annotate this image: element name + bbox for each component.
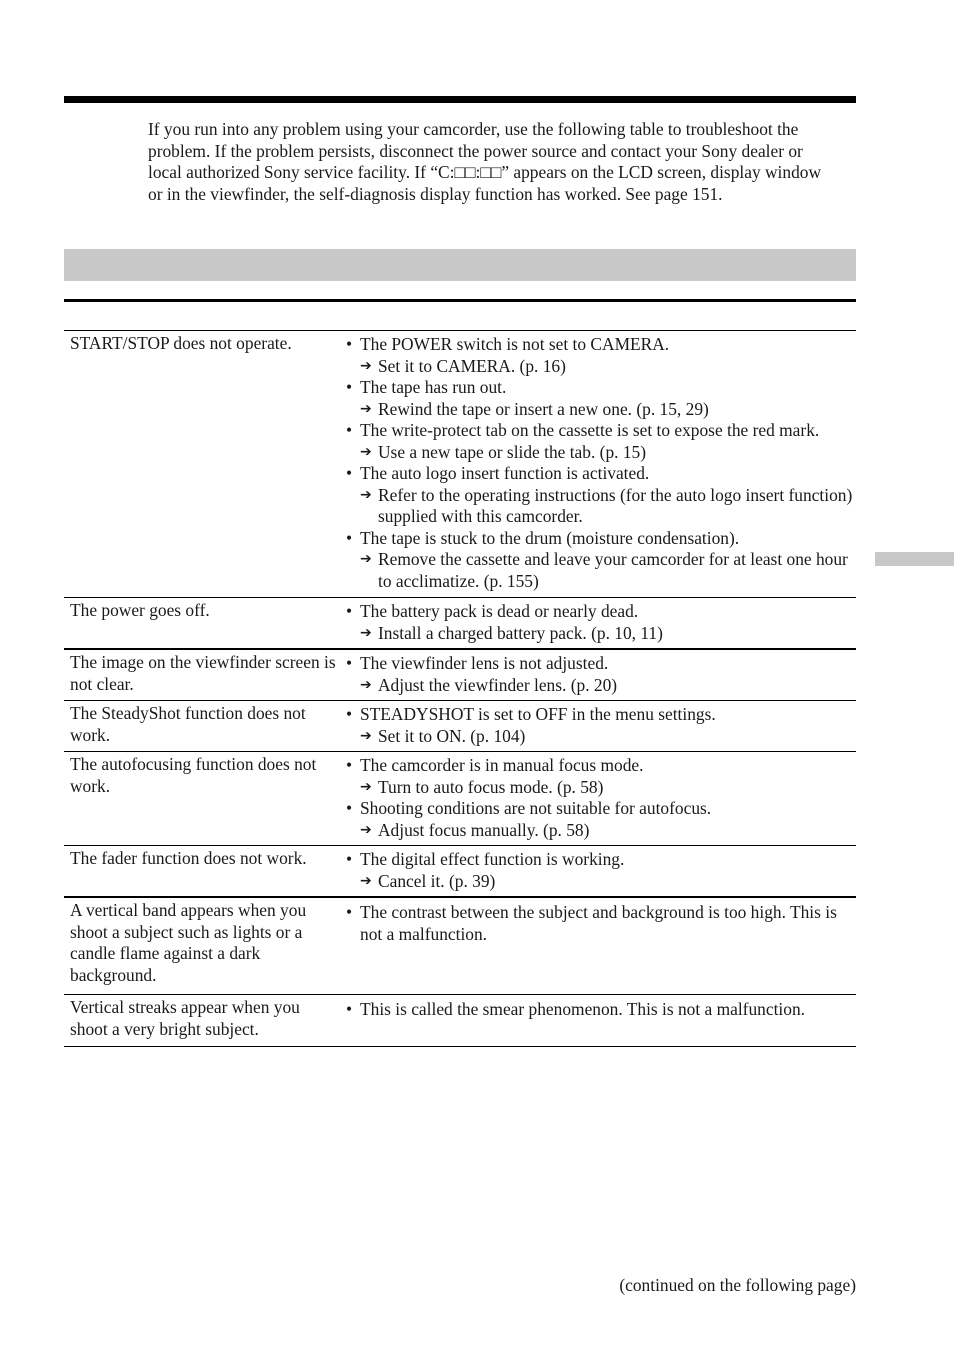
remedy-text: Set it to ON. (p. 104) (378, 725, 526, 746)
troubleshooting-table (64, 330, 856, 1047)
symptom-cell: The autofocusing function does not work. (70, 754, 317, 796)
cause-text: The tape has run out. (360, 377, 507, 397)
remedy-item (346, 399, 856, 421)
cause-text: The write-protect tab on the cassette is set to expose the red mark. (360, 420, 820, 440)
remedy-item (346, 675, 856, 697)
table-row (64, 846, 856, 898)
arrow-right-icon: ➔ (360, 624, 372, 641)
cause-item (346, 902, 856, 945)
cause-item (346, 755, 856, 777)
remedy-cell (340, 846, 856, 896)
table-row (64, 598, 856, 650)
symptom-cell: The power goes off. (70, 600, 210, 620)
remedy-cell (340, 752, 856, 845)
table-row (64, 898, 856, 995)
remedy-cell (340, 995, 856, 1046)
remedy-cell (340, 898, 856, 994)
bullet-icon: • (346, 463, 353, 483)
cause-item (346, 849, 856, 871)
symptom-cell: A vertical band appears when you shoot a subject such as lights or a candle flame against a dark background. (70, 900, 307, 985)
cause-text: The tape is stuck to the drum (moisture condensation). (360, 527, 740, 548)
table-top-rule (64, 299, 856, 302)
remedy-item (346, 777, 856, 799)
arrow-right-icon: ➔ (360, 821, 372, 838)
remedy-item (346, 442, 856, 464)
cause-text: The digital effect function is working. (360, 849, 625, 869)
remedy-item (346, 871, 856, 893)
arrow-right-icon: ➔ (360, 727, 372, 744)
bullet-icon: • (346, 527, 353, 548)
remedy-item (346, 549, 856, 592)
cause-item (346, 377, 856, 399)
cause-item (346, 528, 856, 550)
remedy-text: Turn to auto focus mode. (p. 58) (378, 776, 604, 797)
bullet-icon: • (346, 334, 353, 354)
cause-text: The viewfinder lens is not adjusted. (360, 653, 609, 673)
remedy-text: Remove the cassette and leave your camcorder for at least one hour to acclimatize. (p. 155) (378, 549, 848, 591)
symptom-cell: The image on the viewfinder screen is not clear. (70, 652, 336, 694)
cause-item (346, 798, 856, 820)
remedy-cell (340, 331, 856, 597)
remedy-item (346, 726, 856, 748)
cause-item (346, 653, 856, 675)
cause-text: The camcorder is in manual focus mode. (360, 755, 644, 775)
arrow-right-icon: ➔ (360, 551, 372, 567)
arrow-right-icon: ➔ (360, 443, 372, 460)
remedy-cell (340, 650, 856, 700)
symptom-cell: The SteadyShot function does not work. (70, 703, 306, 745)
table-row (64, 650, 856, 701)
cause-text: The POWER switch is not set to CAMERA. (360, 334, 670, 354)
continued-note: (continued on the following page) (619, 1275, 856, 1295)
remedy-text: Use a new tape or slide the tab. (p. 15) (378, 441, 647, 462)
remedy-text: Set it to CAMERA. (p. 16) (378, 355, 566, 376)
arrow-right-icon: ➔ (360, 676, 372, 693)
arrow-right-icon: ➔ (360, 357, 372, 374)
remedy-item (346, 485, 856, 528)
table-row (64, 752, 856, 846)
cause-item (346, 601, 856, 623)
remedy-text: Adjust the viewfinder lens. (p. 20) (378, 674, 618, 695)
arrow-right-icon: ➔ (360, 400, 372, 417)
remedy-cell (340, 701, 856, 751)
remedy-item (346, 623, 856, 645)
table-row (64, 701, 856, 752)
cause-item (346, 420, 856, 442)
cause-text: This is called the smear phenomenon. This is not a malfunction. (360, 999, 805, 1019)
cause-text: The auto logo insert function is activated. (360, 463, 650, 483)
remedy-cell (340, 598, 856, 648)
arrow-right-icon: ➔ (360, 872, 372, 889)
symptom-cell: The fader function does not work. (70, 848, 307, 868)
bullet-icon: • (346, 755, 353, 775)
bullet-icon: • (346, 420, 353, 440)
bullet-icon: • (346, 377, 353, 397)
remedy-text: Install a charged battery pack. (p. 10, 11) (378, 622, 663, 643)
cause-text: The contrast between the subject and background is too high. This is not a malfunction. (360, 902, 837, 944)
cause-text: The battery pack is dead or nearly dead. (360, 601, 639, 621)
table-row (64, 995, 856, 1047)
remedy-item (346, 820, 856, 842)
top-rule (64, 96, 856, 103)
remedy-text: Rewind the tape or insert a new one. (p. 15, 29) (378, 398, 709, 419)
cause-item (346, 704, 856, 726)
remedy-text: Refer to the operating instructions (for the auto logo insert function) supplied with this camcorder. (378, 484, 853, 526)
arrow-right-icon: ➔ (360, 778, 372, 795)
bullet-icon: • (346, 601, 353, 621)
intro-paragraph: If you run into any problem using your camcorder, use the following table to troubleshoot the problem. If the problem persists, disconnect the power source and contact your Sony dealer or local authorized Sony service facility. If “C:□□:□□” appears on the LCD screen, display window or in the viewfinder, the self-diagnosis display function has worked. See page 151. (148, 119, 822, 205)
bullet-icon: • (346, 798, 353, 818)
table-row (64, 331, 856, 598)
bullet-icon: • (346, 704, 353, 724)
side-index-tab (875, 552, 954, 566)
remedy-item (346, 356, 856, 378)
bullet-icon: • (346, 999, 353, 1019)
symptom-cell: START/STOP does not operate. (70, 333, 292, 353)
bullet-icon: • (346, 653, 353, 673)
cause-item (346, 999, 856, 1021)
remedy-text: Cancel it. (p. 39) (378, 870, 496, 891)
cause-item (346, 463, 856, 485)
cause-item (346, 334, 856, 356)
symptom-cell: Vertical streaks appear when you shoot a very bright subject. (70, 997, 300, 1039)
cause-text: Shooting conditions are not suitable for autofocus. (360, 798, 712, 818)
cause-text: STEADYSHOT is set to OFF in the menu settings. (360, 704, 716, 724)
arrow-right-icon: ➔ (360, 486, 372, 503)
section-header-band (64, 249, 856, 281)
remedy-text: Adjust focus manually. (p. 58) (378, 819, 590, 840)
bullet-icon: • (346, 849, 353, 869)
bullet-icon: • (346, 902, 353, 922)
